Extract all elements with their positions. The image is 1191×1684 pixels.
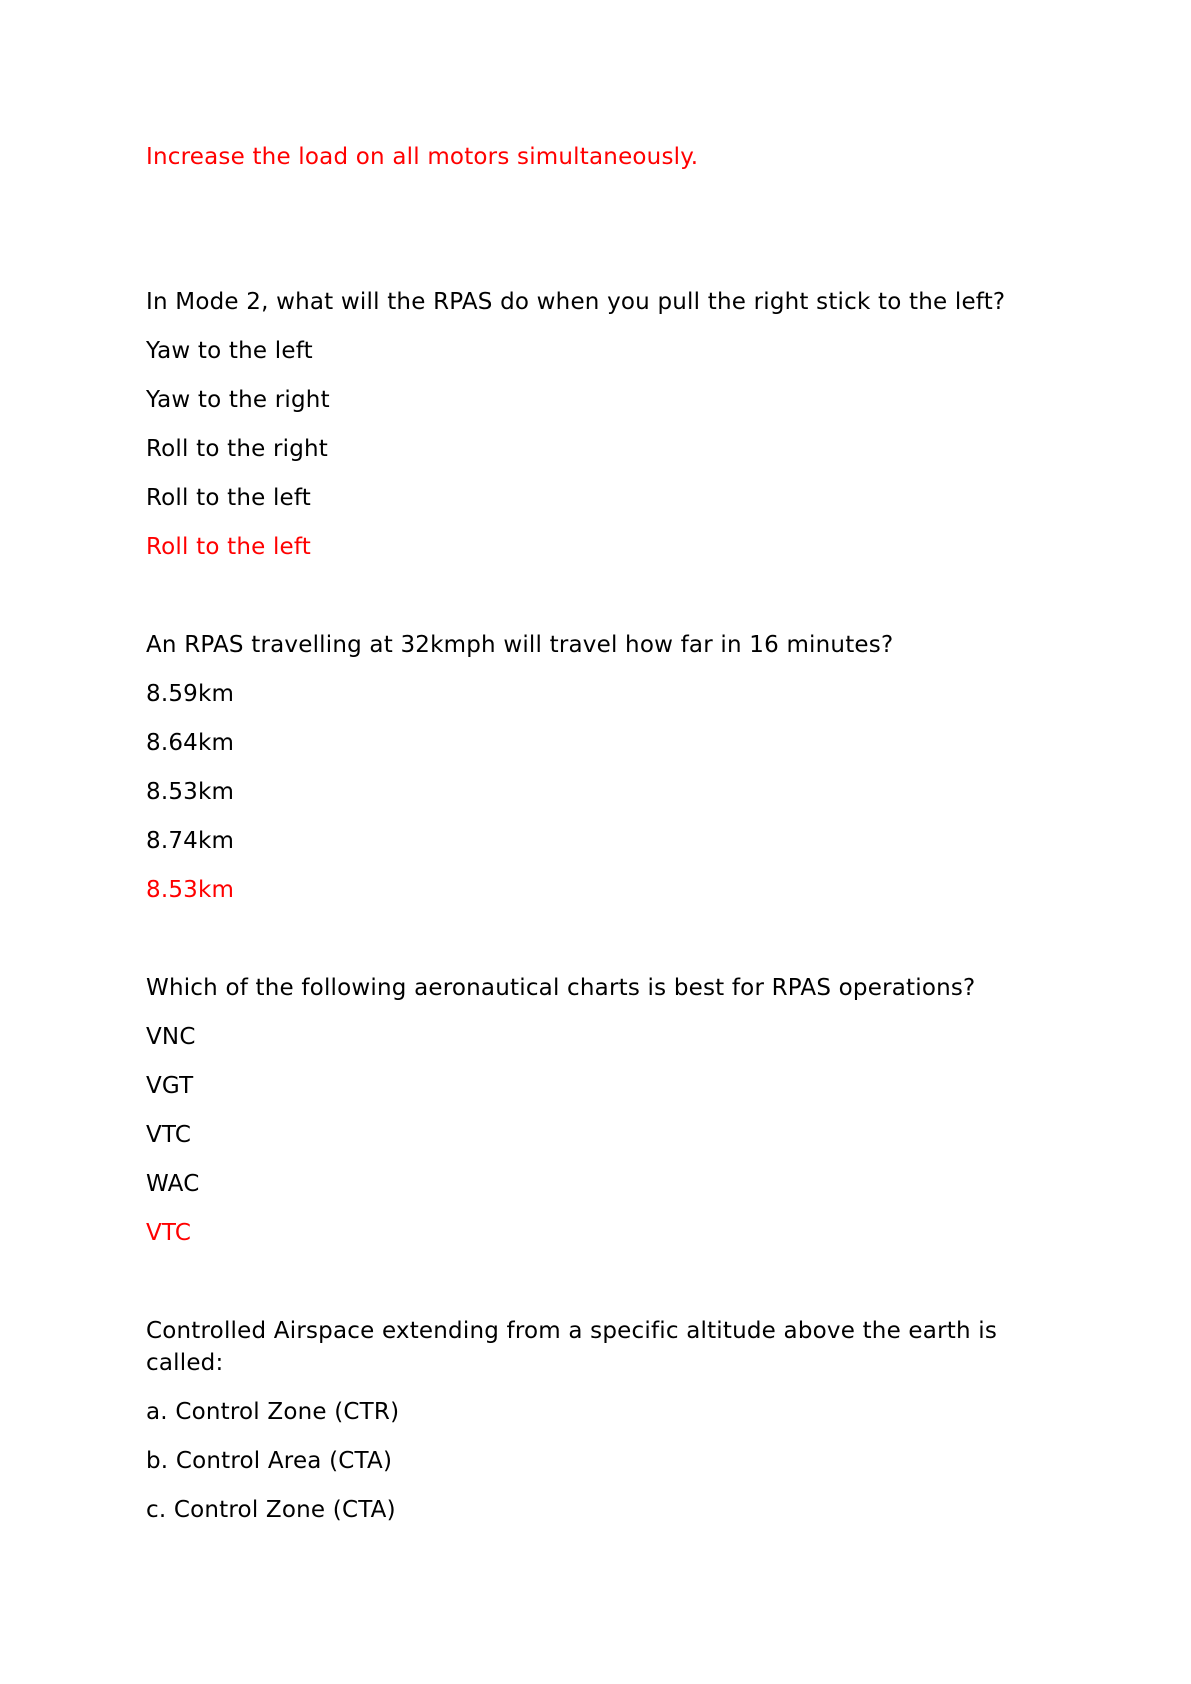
question-3-answer: VTC — [146, 1220, 192, 1246]
question-4-option-a: a. Control Zone (CTR) — [146, 1399, 400, 1425]
question-3-option-4: WAC — [146, 1171, 200, 1197]
question-1-option-2: Yaw to the right — [146, 387, 330, 413]
question-4-option-c: c. Control Zone (CTA) — [146, 1497, 396, 1523]
question-3-option-1: VNC — [146, 1024, 196, 1050]
question-4-option-b: b. Control Area (CTA) — [146, 1448, 393, 1474]
question-2-option-1: 8.59km — [146, 681, 235, 707]
question-1-option-3: Roll to the right — [146, 436, 329, 462]
question-2-answer: 8.53km — [146, 877, 235, 903]
question-3-option-3: VTC — [146, 1122, 192, 1148]
question-2-option-4: 8.74km — [146, 828, 235, 854]
question-1-answer: Roll to the left — [146, 534, 312, 560]
question-4-text: Controlled Airspace extending from a specific altitude above the earth is called: — [146, 1318, 998, 1376]
question-1-option-4: Roll to the left — [146, 485, 312, 511]
question-2-text: An RPAS travelling at 32kmph will travel how far in 16 minutes? — [146, 632, 894, 658]
question-1-text: In Mode 2, what will the RPAS do when you pull the right stick to the left? — [146, 289, 1006, 315]
previous-answer: Increase the load on all motors simultaneously. — [146, 144, 699, 170]
question-2-option-3: 8.53km — [146, 779, 235, 805]
question-3-text: Which of the following aeronautical charts is best for RPAS operations? — [146, 975, 976, 1001]
question-2-option-2: 8.64km — [146, 730, 235, 756]
question-1-option-1: Yaw to the left — [146, 338, 313, 364]
question-3-option-2: VGT — [146, 1073, 194, 1099]
